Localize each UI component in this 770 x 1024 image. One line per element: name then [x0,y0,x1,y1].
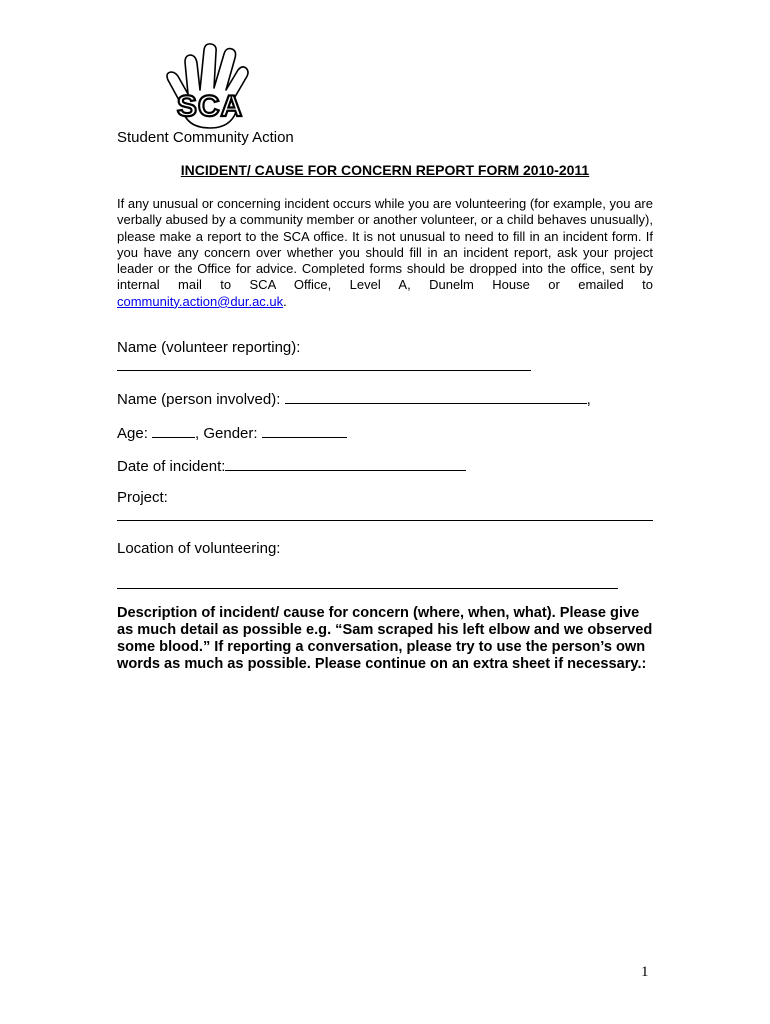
gender-line[interactable] [262,423,347,438]
date-line[interactable] [225,456,466,471]
date-row [117,456,466,476]
page-number: 1 [641,964,649,980]
intro-paragraph [117,196,653,310]
intro-text: If any unusual or concerning incident occurs while you are volunteering (for example, you are verbally abused by a community member or another volunteer, or a child behaves unusually), please make a report to the SCA office. It is not unusual to need to fill in an incident form. If you have any concern over whether you should fill in an incident report, ask your project leader or the Office for advice. Completed forms should be dropped into the office, sent by internal mail to SCA Office, Level A, Dunelm House or emailed to [117,196,653,293]
age-line[interactable] [152,423,195,438]
volunteer-name-line[interactable] [117,370,531,371]
project-label: Project: [117,489,168,506]
date-label: Date of incident: [117,458,226,475]
volunteer-name-label: Name (volunteer reporting): [117,339,301,356]
intro-end: . [283,293,287,309]
project-line[interactable] [117,520,653,521]
form-title: INCIDENT/ CAUSE FOR CONCERN REPORT FORM 2010-2011 [180,162,590,178]
location-line[interactable] [117,588,618,589]
person-involved-suffix: , [586,391,591,408]
sca-hand-logo [158,40,262,132]
organization-name: Student Community Action [117,129,294,146]
gender-label: , Gender: [195,425,258,442]
person-involved-label: Name (person involved): [117,391,281,408]
description-prompt: Description of incident/ cause for concern (where, when, what). Please give as much detail as possible e.g. “Sam scraped his left elbow and we observed some blood.” If reporting a conversation, please try to use the person’s own words as much as possible. Please continue on an extra sheet if necessary.: [117,605,653,672]
email-link[interactable]: community.action@dur.ac.uk [117,293,284,309]
location-label: Location of volunteering: [117,540,281,557]
logo-text: SCA [176,90,244,123]
person-involved-row [117,389,591,409]
age-label: Age: [117,425,148,442]
person-involved-line[interactable] [285,389,587,404]
age-gender-row [117,423,347,443]
